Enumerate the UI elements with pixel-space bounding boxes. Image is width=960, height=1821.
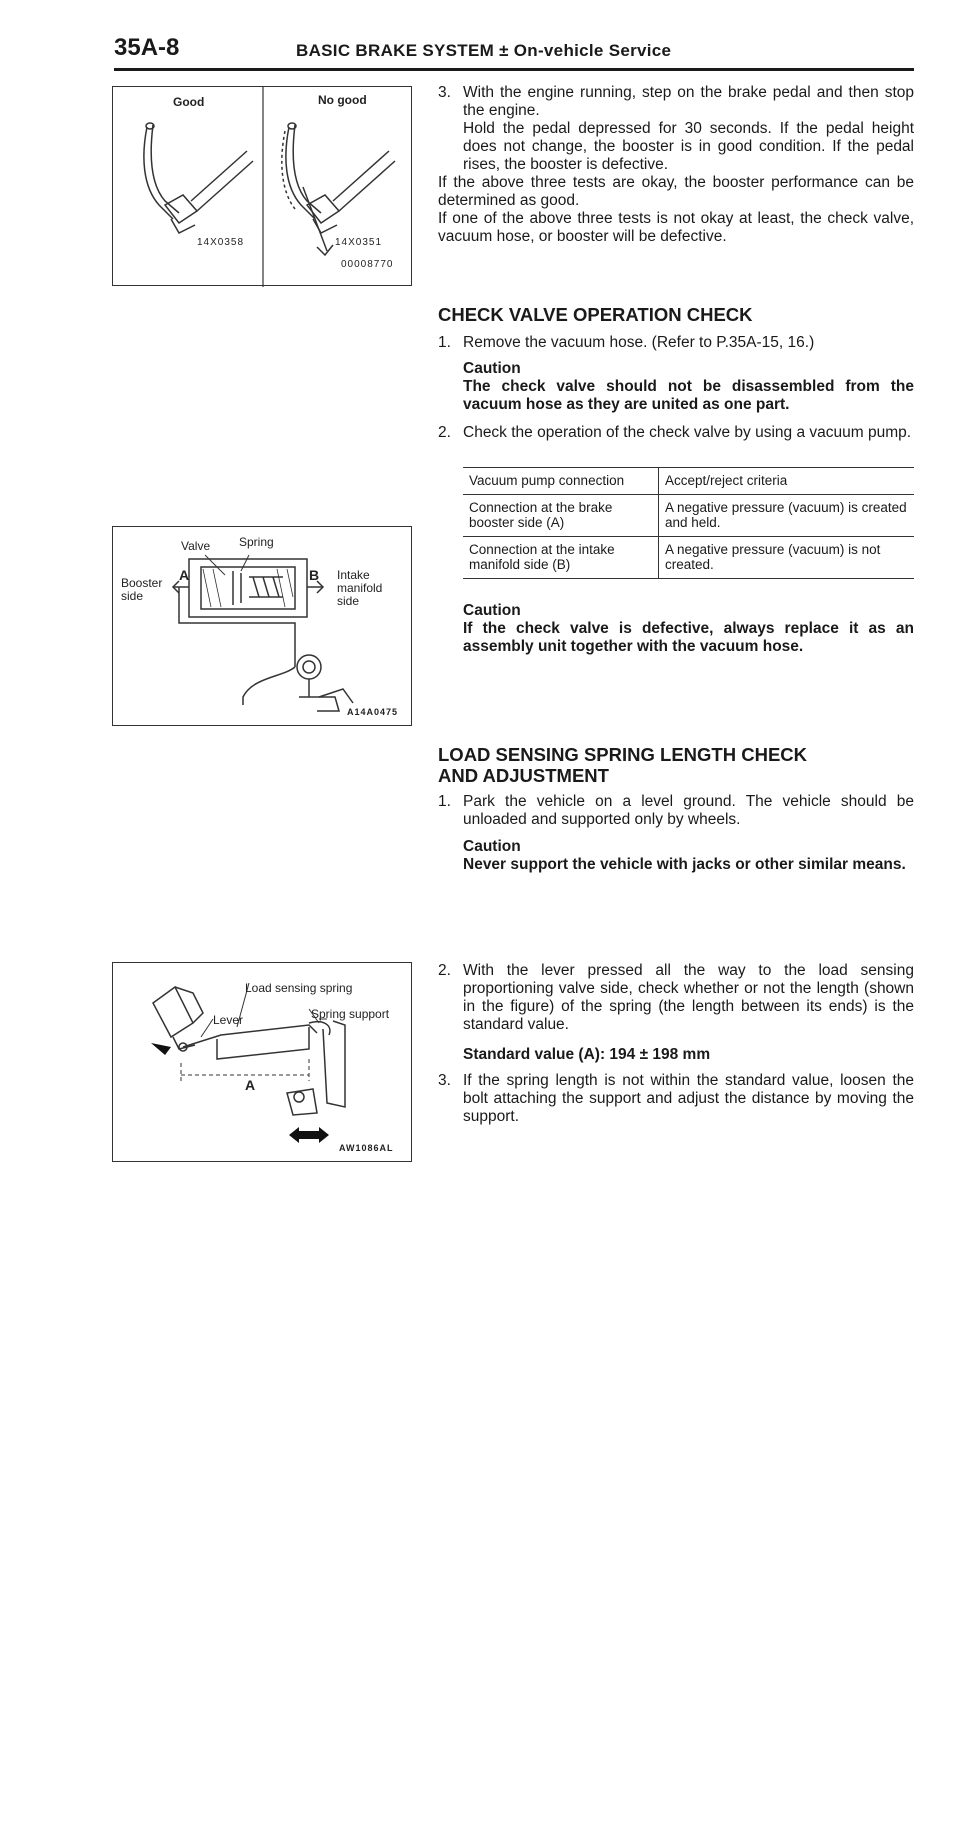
table-row (463, 495, 914, 537)
standard-value: Standard value (A): 194 ± 198 mm (463, 1046, 711, 1063)
page-title: BASIC BRAKE SYSTEM ± On-vehicle Service (296, 41, 672, 60)
step-text: If the spring length is not within the standard value, loosen the bolt attaching the support and adjust the distance by moving the support. (463, 1072, 914, 1125)
figure-code: 00008770 (341, 259, 394, 270)
table-row (463, 537, 914, 579)
heading-line: AND ADJUSTMENT (438, 765, 609, 786)
step-number: 3. (438, 1072, 451, 1089)
table-header-cell: Accept/reject criteria (659, 468, 915, 495)
step-number: 3. (438, 84, 451, 101)
label-lever: Lever (213, 1013, 244, 1027)
label-valve: Valve (181, 539, 211, 553)
heading-load-sensing (438, 744, 807, 786)
label-spring: Spring (239, 535, 274, 549)
table-cell: A negative pressure (vacuum) is not created. (659, 537, 915, 579)
step-text: With the engine running, step on the brake pedal and then stop the engine. (463, 84, 914, 119)
criteria-table (463, 467, 914, 579)
text-column (438, 84, 914, 1144)
step-text: Remove the vacuum hose. (Refer to P.35A-15, 16.) (463, 334, 815, 351)
step-text: With the lever pressed all the way to the load sensing proportioning valve side, check whether or not the length (shown in the figure) of the spring (the length between its ends) is the standard value. (463, 962, 914, 1033)
label-no-good: No good (318, 93, 367, 107)
heading-check-valve: CHECK VALVE OPERATION CHECK (438, 304, 753, 325)
paragraph-result-defective: If one of the above three tests is not okay at least, the check valve, vacuum hose, or booster will be defective. (438, 210, 914, 245)
step-text: Park the vehicle on a level ground. The vehicle should be unloaded and supported only by wheels. (463, 793, 914, 828)
heading-line: LOAD SENSING SPRING LENGTH CHECK (438, 744, 807, 765)
table-cell: Connection at the brake booster side (A) (463, 495, 659, 537)
step-number: 1. (438, 793, 451, 810)
mark-a: A (245, 1077, 256, 1093)
label-spring-support: Spring support (311, 1007, 390, 1021)
table-header-cell: Vacuum pump connection (463, 468, 659, 495)
figure-pedal-good-nogood (112, 86, 412, 286)
table-cell: Connection at the intake manifold side (B) (463, 537, 659, 579)
figure-check-valve (112, 526, 412, 726)
paragraph-result-good: If the above three tests are okay, the booster performance can be determined as good. (438, 174, 914, 209)
label-good: Good (173, 95, 205, 109)
step-text-continued: Hold the pedal depressed for 30 seconds. If the pedal height does not change, the booster is in good condition. If the pedal rises, the booster is defective. (463, 120, 914, 173)
figure-load-sensing-spring (112, 962, 412, 1162)
caution-title: Caution (463, 838, 521, 855)
code-right: 14X0351 (335, 237, 383, 248)
caution-title: Caution (463, 602, 521, 619)
page-number: 35A-8 (114, 34, 180, 61)
caution-title: Caution (463, 360, 521, 377)
pedal-illustration (113, 87, 413, 287)
mark-a: A (179, 567, 190, 583)
mark-b: B (309, 567, 320, 583)
figure-code: A14A0475 (347, 707, 399, 717)
figure-code: AW1086AL (339, 1143, 394, 1153)
caution-text: Never support the vehicle with jacks or other similar means. (463, 856, 906, 873)
label-load-sensing-spring: Load sensing spring (245, 981, 353, 995)
step-number: 2. (438, 962, 451, 979)
header-rule (114, 68, 914, 71)
caution-text: The check valve should not be disassembled from the vacuum hose as they are united as one part. (463, 378, 914, 413)
check-valve-illustration (113, 527, 413, 727)
label-intake-side: Intake manifold side (337, 568, 383, 608)
page-header (114, 34, 914, 68)
criteria-table-wrap (438, 467, 914, 597)
step-text: Check the operation of the check valve by using a vacuum pump. (463, 424, 912, 441)
step-number: 1. (438, 334, 451, 351)
table-cell: A negative pressure (vacuum) is created and held. (659, 495, 915, 537)
table-header-row (463, 468, 914, 495)
caution-text: If the check valve is defective, always replace it as an assembly unit together with the vacuum hose. (463, 620, 914, 655)
step-number: 2. (438, 424, 451, 441)
code-left: 14X0358 (197, 237, 245, 248)
label-booster-side: Booster side (121, 576, 163, 603)
